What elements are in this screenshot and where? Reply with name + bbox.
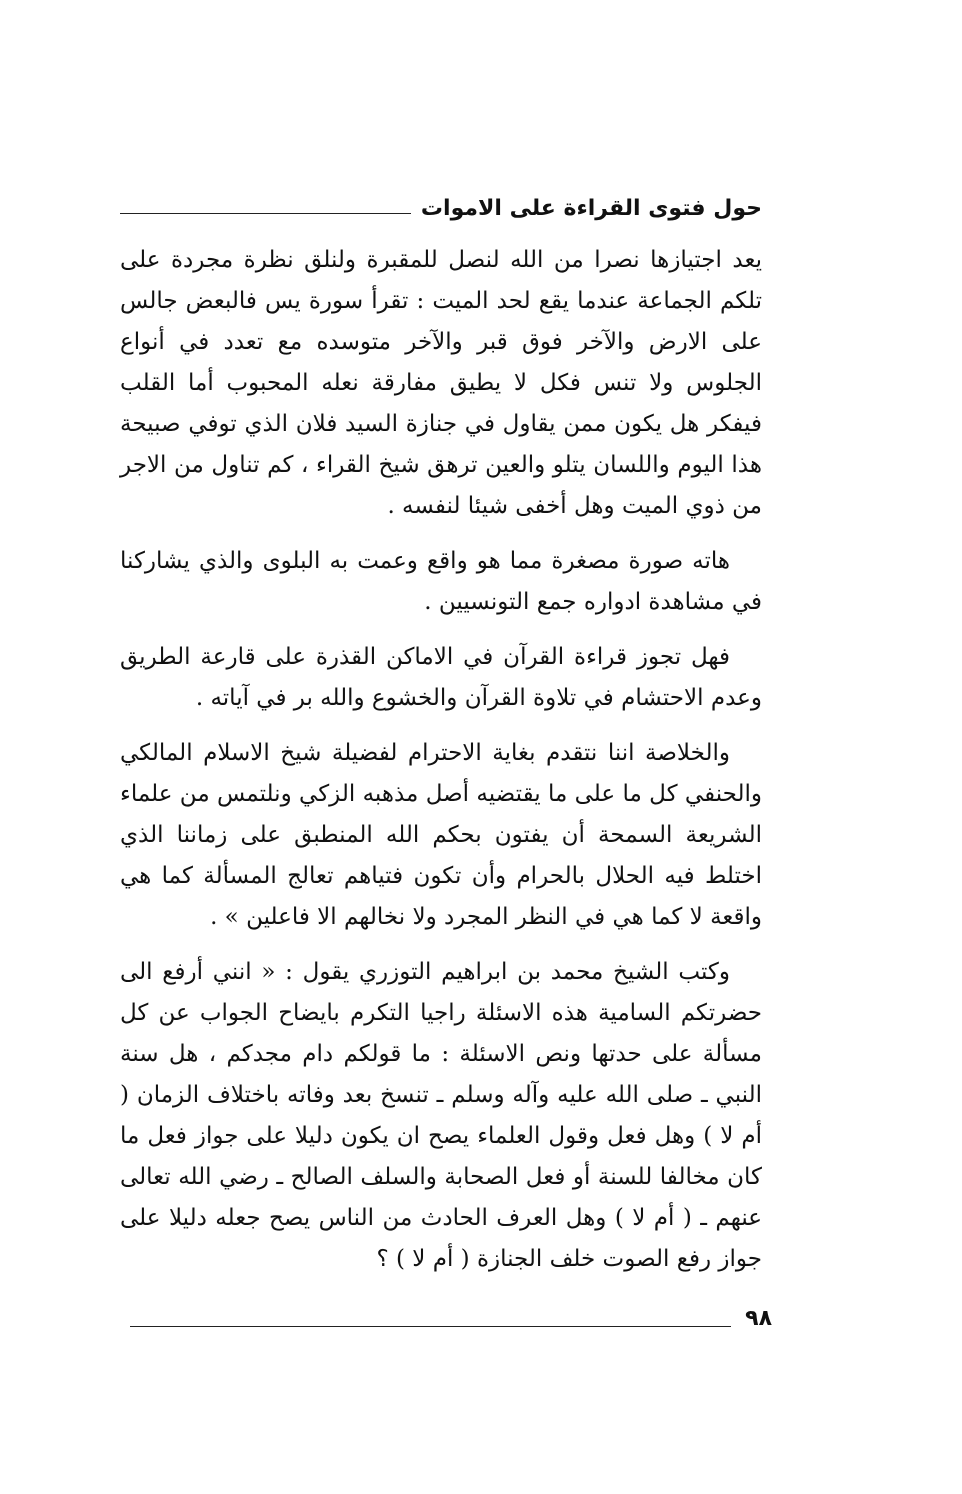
body-text [120, 240, 762, 1294]
paragraph-2: هاته صورة مصغرة مما هو واقع وعمت به البلوى والذي يشاركنا في مشاهدة ادواره جمع التونسيين . [120, 548, 762, 615]
running-header [120, 188, 762, 228]
paragraph-1: يعد اجتيازها نصرا من الله لنصل للمقبرة ولنلق نظرة مجردة على تلكم الجماعة عندما يقع لحد الميت : تقرأ سورة يس فالبعض جالس على الارض والآخر فوق قبر والآخر متوسده مع تعدد في أنواع الجلوس ولا تنس فكل لا يطيق مفارقة نعله المحبوب أما القلب فيفكر هل يكون ممن يقاول في جنازة السيد فلان الذي توفي صبيحة هذا اليوم واللسان يتلو والعين ترهق شيخ القراء ، كم تناول من الاجر من ذوي الميت وهل أخفى شيئا لنفسه . [120, 247, 762, 519]
paragraph-3: فهل تجوز قراءة القرآن في الاماكن القذرة على قارعة الطريق وعدم الاحتشام في تلاوة القرآن والخشوع والله بر في آياته . [120, 644, 762, 711]
paragraph-5: وكتب الشيخ محمد بن ابراهيم التوزري يقول : « انني أرفع الى حضرتكم السامية هذه الاسئلة راجيا التكرم بايضاح الجواب عن كل مسألة على حدتها ونص الاسئلة : ما قولكم دام مجدكم ، هل سنة النبي ـ صلى الله عليه وآله وسلم ـ تنسخ بعد وفاته باختلاف الزمان ( أم لا ) وهل فعل وقول العلماء يصح ان يكون دليلا على جواز فعل ما كان مخالفا للسنة أو فعل الصحابة والسلف الصالح ـ رضي الله تعالى عنهم ـ ( أم لا ) وهل العرف الحادث من الناس يصح جعله دليلا على جواز رفع الصوت خلف الجنازة ( أم لا ) ؟ [120, 959, 762, 1272]
page-footer [130, 1300, 772, 1336]
footer-rule [130, 1326, 731, 1327]
page-number: ٩٨ [745, 1305, 772, 1331]
paragraph-4: والخلاصة اننا نتقدم بغاية الاحترام لفضيلة شيخ الاسلام المالكي والحنفي كل ما على ما يقتضيه أصل مذهبه الزكي ونلتمس من علماء الشريعة السمحة أن يفتون بحكم الله المنطبق على زماننا الذي اختلط فيه الحلال بالحرام وأن تكون فتياهم تعالج المسألة كما هي واقعة لا كما هي في النظر المجرد ولا نخالهم الا فاعلين » . [120, 740, 762, 930]
running-title: حول فتوى القراءة على الاموات [420, 195, 762, 221]
header-rule [120, 213, 411, 214]
